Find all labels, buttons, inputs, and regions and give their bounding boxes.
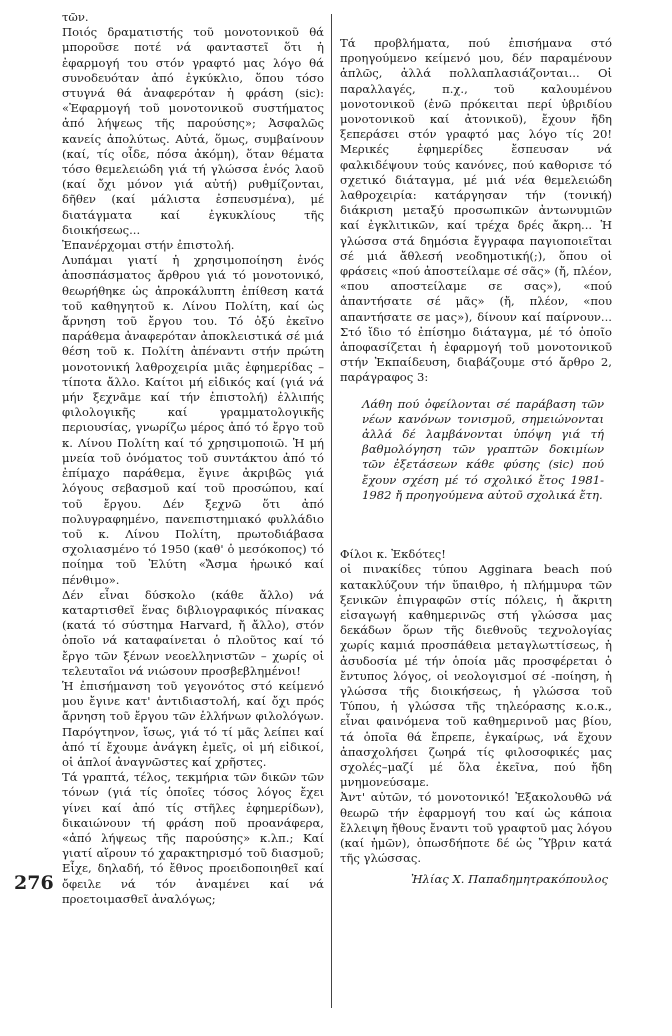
author-signature: Ἠλίας Χ. Παπαδημητρακόπουλος bbox=[410, 872, 608, 887]
block-quote: Λάθη πού ὀφείλονται σέ παράβαση τῶν νέων κανόνων τονισμοῦ, σημειώνονται ἀλλά δέ λαμβάνονται ὑπόψη γιά τή βαθμολόγηση τῶν γραπτῶν δοκιμίων τῶν ἐξετάσεων κάθε φύσης (sic) πού ἔχουν σχέση μέ τό σχολικό ἔτος 1981-1982 ἤ προηγούμενα αὐτοῦ σχολικά ἔτη. bbox=[362, 396, 604, 502]
page-number: 276 bbox=[14, 872, 54, 894]
paragraph: τῶν. bbox=[62, 10, 89, 24]
paragraph: οἱ πινακίδες τύπου Agginara beach πού κατακλύζουν τήν ὕπαιθρο, ἡ πλήμμυρα τῶν ξενικῶν ἐπιγραφῶν στίς πόλεις, ἡ ἄκριτη εἰσαγωγή καθημερινῶς στή γλώσσα μας δεκάδων ὅρων τῆς διεθνοῦς τεχνολογίας χωρίς καμιά προσπάθεια μεταγλωττίσεως, ἡ ἀσυδοσία μέ τήν ὁποία μᾶς προσφέρεται ὁ ἔντυπος λόγος, οἱ νεολογισμοί σέ -ποίηση, ἡ γλώσσα τῆς διοικήσεως, ἡ γλώσσα τοῦ Τύπου, ἡ γλώσσα τῆς τηλεόρασης κ.ο.κ., εἶναι φαινόμενα τοῦ καθημερινοῦ μας βίου, τά ὁποῖα θά ἔπρεπε, ἐγκαίρως, νά ἔχουν ἀπασχολήσει ζωηρά τίς φιλοσοφικές μας σχολές–μαζί μέ ὅλα ἐκεῖνα, πού ἤδη μνημονεύσαμε. bbox=[340, 562, 612, 790]
paragraph: Δέν εἶναι δύσκολο (κάθε ἄλλο) νά καταρτισθεῖ ἕνας διβλιογραφικός πίνακας (κατά τό σύστημα Harvard, ἤ ἄλλο), στόν ὁποῖο νά καταφαίνεται ὁ πλοῦτος καί τό ἔργο τῶν ξένων νεοελληνιστῶν – χωρίς οἱ τελευταῖοι νά νιώσουν προσβεβλημένοι! bbox=[62, 587, 324, 678]
paragraph: Λυπάμαι γιατί ἡ χρησιμοποίηση ἑνός ἀποσπάσματος ἄρθρου γιά τό μονοτονικό, θεωρήθηκε ὡς ἀπροκάλυπτη ἐπίθεση κατά τοῦ καθηγητοῦ κ. Λίνου Πολίτη, καί ὡς ἄρνηση τοῦ ἔργου του. Τό ὀξύ ἐκεῖνο παράθεμα ἀναφερόταν ἀποκλειστικά σέ μιά θέση τοῦ κ. Πολίτη ἀπέναντι στήν πρώτη μονοτονική λαθροχειρία μιᾶς ἐφημερίδας –τίποτα ἄλλο. Καίτοι μή εἰδικός καί (γιά νά μήν ξεχνᾶμε καί τήν ἐπιστολή) ἐλλιπής φιλολογικῆς καί γραμματολογικῆς περιουσίας, γνωρίζω μέρος ἀπό τό ἔργο τοῦ κ. Λίνου Πολίτη καί τό χρησιμοποιῶ. Ἡ μή μνεία τοῦ ὀνόματος τοῦ συντάκτου ἀπό τό ἐπίμαχο παράθεμα, ἔγινε ἀκριβῶς γιά λόγους σεβασμοῦ καί τοῦ προσώπου, καί τοῦ ἔργου. Δέν ξεχνῶ ὅτι ἀπό πολυγραφημένο, πανεπιστημιακό φυλλάδιο τοῦ κ. Λίνου Πολίτη, πρωτοδιάβασα σχολιασμένο τό 1950 (καθ' ὁ μεσόκοπος) τό ποίημα τοῦ Ἐλύτη «Ἄσμα ἡρωικό καί πένθιμο». bbox=[62, 253, 324, 587]
paragraph: Ἀντ' αὐτῶν, τό μονοτονικό! Ἐξακολουθῶ νά θεωρῶ τήν ἐφαρμογή του καί ὡς κάποια ἔλλειψη ἤθους ἔναντι τοῦ γραφτοῦ μας λόγου (καί ἡμῶν), ὁπωσδήποτε δέ ὡς Ὕβριν κατά τῆς γλώσσας. bbox=[340, 790, 612, 866]
paragraph: Ἐπανέρχομαι στήν ἐπιστολή. bbox=[62, 238, 235, 253]
left-column bbox=[62, 10, 324, 1010]
salutation: Φίλοι κ. Ἐκδότες! bbox=[340, 547, 446, 562]
column-divider bbox=[331, 14, 332, 1008]
paragraph: Τά γραπτά, τέλος, τεκμήρια τῶν δικῶν τῶν τόνων (γιά τίς ὁποῖες τόσος λόγος ἔχει γίνει καί ἀπό τίς στῆλες ἐφημερίδων), δικαιώνουν τή φράση ποῦ προανάφερα, «ἀπό λήψεως τῆς παρούσης» κ.λπ.; Καί γιατί αἴρουν τό χαρακτηρισμό τοῦ διασμοῦ; Εἶχε, δηλαδή, τό ἔθνος προειδοποιηθεῖ καί ὄφειλε νά τόν ἀναμένει καί νά προετοιμασθεῖ ἀναλόγως; bbox=[62, 770, 324, 906]
paragraph: Ποιός δραματιστής τοῦ μονοτονικοῦ θά μποροῦσε ποτέ νά φανταστεῖ ὅτι ἡ ἐφαρμογή του στόν γραφτό μας λόγο θά συνοδευόταν ἀπό ἐγκύκλιο, ὅπου τόσο στυγνά θά ἀναφερόταν ἡ φράση (sic): «Ἐφαρμογή τοῦ μονοτονικοῦ συστήματος ἀπό λήψεως τῆς παρούσης»; Ἀσφαλῶς κανείς ἀπολύτως. Αὐτά, ὅμως, συμβαίνουν (καί, τίς οἶδε, πόσα ἀκόμη), ὅταν θέματα τόσο θεμελειώδη γιά τή γλώσσα ἑνός λαοῦ (καί ὄχι μόνον γιά αὐτή) ρυθμίζονται, δῆθεν (καί μάλιστα ἐσπευσμένα), μέ διατάγματα καί ἐγκυκλίους τῆς διοικήσεως... bbox=[62, 25, 324, 237]
paragraph: Ἡ ἐπισήμανση τοῦ γεγονότος στό κείμενό μου ἔγινε κατ' ἀντιδιαστολή, καί ὄχι πρός ἄρνηση τοῦ ἔργου τῶν ἑλλήνων φιλολόγων. Παρόγτηνον, ἴσως, γιά τό τί μᾶς λείπει καί ἀπό τί ἔχουμε ἀνάγκη ἐμεῖς, οἱ μή εἰδικοί, οἱ ἁπλοί ἀναγνῶστες καί χρῆστες. bbox=[62, 678, 324, 769]
paragraph: Τά προβλήματα, πού ἐπισήμανα στό προηγούμενο κείμενό μου, δέν παραμένουν ἁπλῶς, ἀλλά πολλαπλασιάζονται... Οἱ παραλλαγές, π.χ., τοῦ καλουμένου μονοτονικοῦ (ἐνῶ πρόκειται περί ὑβριδίου μονοτονικοῦ καί ἀτονικοῦ), ἔχουν ἤδη ξεπεράσει στόν γραφτό μας λόγο τίς 20! Μερικές ἐφημερίδες ἔσπευσαν νά φαλκιδέψουν τούς κανόνες, πού καθορισε τό σχετικό διάταγμα, μέ μιά νέα θεμελειώδη λαθροχειρία: κατάργησαν τήν (τονική) διάκριση μεταξύ προσωπικῶν ἀντωνυμιῶν καί ἐγκλιτικῶν, καί τρέχα δρές ἄκρη... Ἡ γλώσσα στά δημόσια ἔγγραφα παγιοποιεῖται σέ μιά ἄθλεσή νεοδημοτική(;), ὅπου οἱ φράσεις «πού ἀποστείλαμε σέ σᾶς» (ἤ, πλέον, «που αποστείλαμε σε σας»), «πού ἀπαντήσατε σέ μᾶς» (ἤ, πλέον, «που απαντήσατε σε μας»), δίνουν καί παίρνουν... Στό ἴδιο τό ἐπίσημο διάταγμα, μέ τό ὁποῖο ἀποφασίζεται ἡ ἐφαρμογή τοῦ μονοτονικοῦ στήν Ἐκπαίδευση, διαβάζουμε στό ἄρθρο 2, παράγραφος 3: bbox=[340, 36, 612, 385]
right-column bbox=[340, 36, 612, 1036]
